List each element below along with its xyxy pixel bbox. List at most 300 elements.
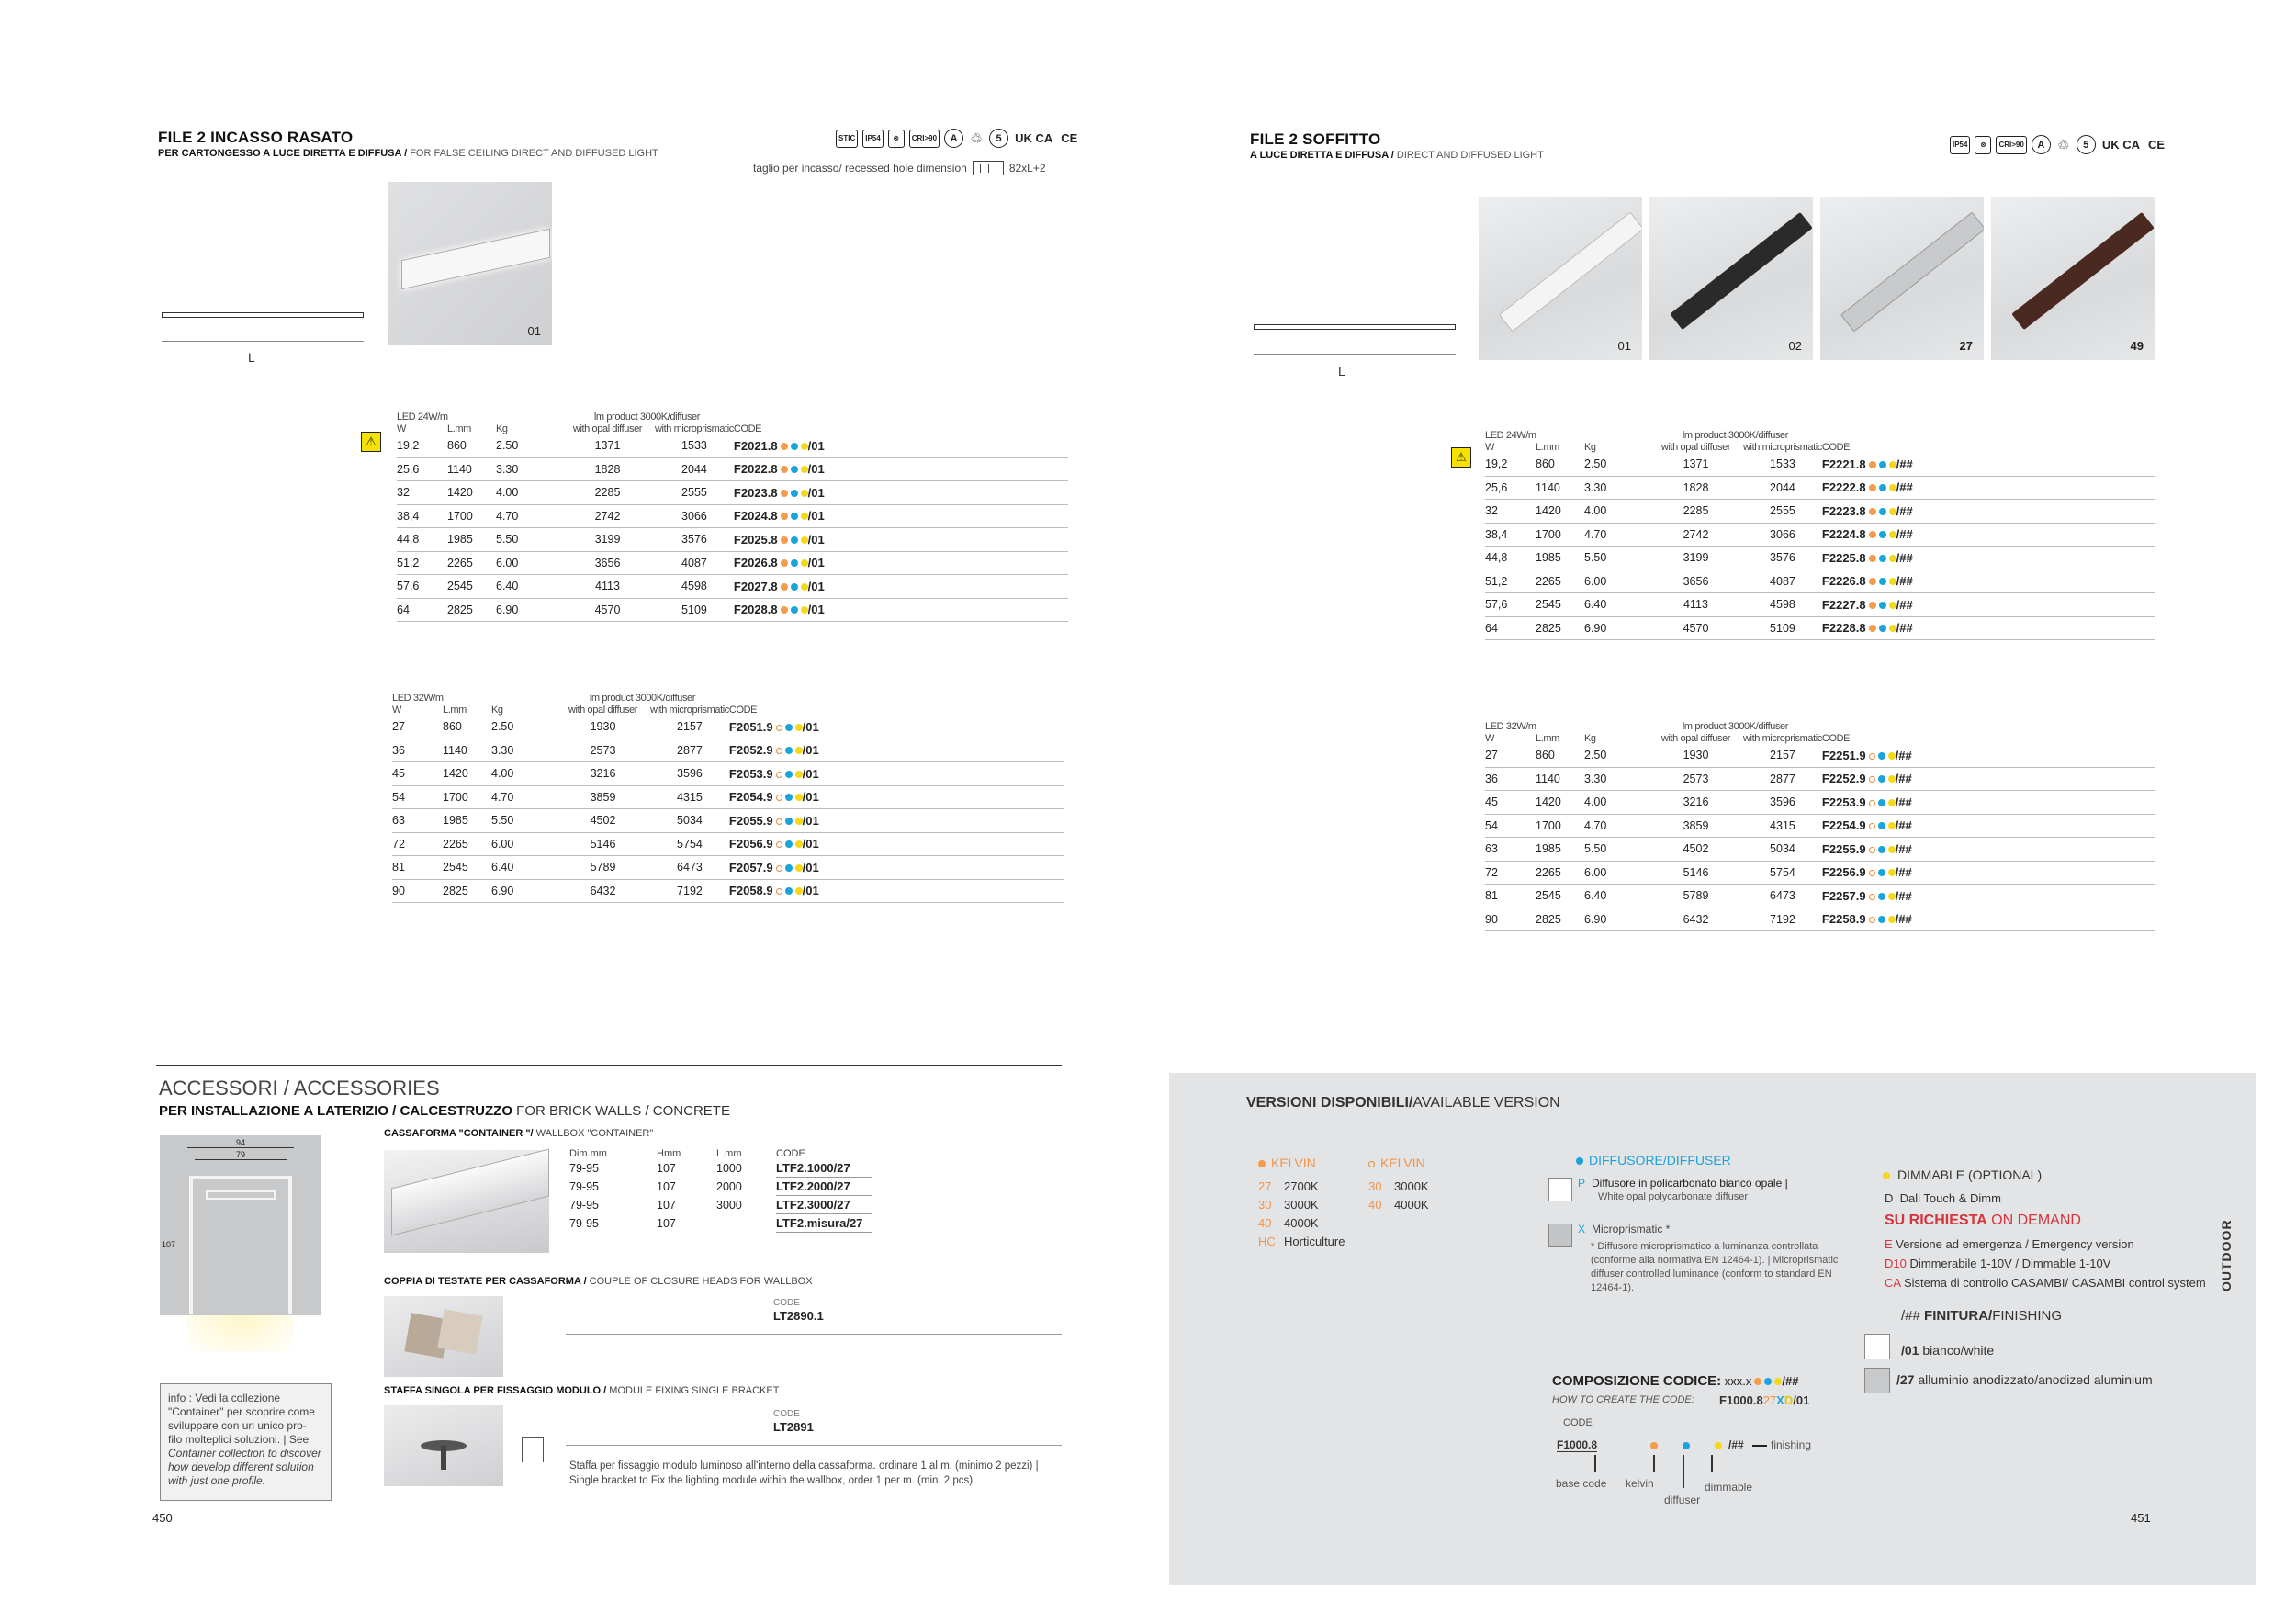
dimmable-dot [1888,893,1896,900]
warning-icon-right: ⚠ [1451,447,1471,468]
cell-opal: 1930 [556,716,650,739]
kelvin-dot [776,795,782,801]
code-header: CODE [1821,442,1851,453]
cell-kg: 4.00 [1584,500,1649,524]
cell-l: 2825 [1536,908,1584,931]
dimmable-dot [795,818,803,825]
table-row [1485,500,2155,524]
cell-micro: 2555 [1743,500,1822,524]
finish-white: /01 bianco/white [1901,1343,1995,1358]
cell-micro: 6473 [650,856,729,880]
finish-suffix: /01 [802,884,819,898]
photo-number-01: 01 [1617,339,1631,353]
wallbox-header-2: L.mm [716,1148,742,1159]
bracket-pin [441,1446,446,1470]
cell-l: 1700 [1536,814,1584,838]
dimmable-dot [1888,822,1896,829]
wallbox-section-drawing [160,1135,321,1352]
versions-panel [1169,1073,2256,1585]
how-to-create: HOW TO CREATE THE CODE: [1552,1394,1694,1405]
product-code [729,832,1064,856]
product-code [1822,791,2155,815]
cell-micro: 4598 [655,575,734,599]
cell-kg: 6.40 [1584,885,1649,908]
dimmable-dot [1889,461,1896,468]
diffuser-dot [785,747,793,754]
kelvin-dot [1869,625,1876,632]
cell-w: 36 [1485,767,1536,791]
cell-l: 2545 [1536,593,1584,617]
diffuser-x-note [1591,1240,1838,1295]
kelvin-dot [781,536,788,544]
kelvin-dot [1869,531,1876,538]
on-demand-label: Sistema di controllo CASAMBI/ CASAMBI control system [1903,1276,2206,1290]
kelvin-code: 27 [1258,1179,1272,1193]
right-certifications [1950,135,2167,154]
cell-l: 1700 [447,504,496,528]
cell-micro: 3576 [655,528,734,552]
code-value: F2022.8 [733,462,778,477]
left-lamp-drawing [162,312,364,318]
finish-suffix: /## [1896,597,1913,612]
cell-kg: 6.00 [496,551,560,575]
x-note-line: diffuser controlled luminance (conform to standard EN [1591,1269,1832,1280]
cell-kg: 4.70 [491,785,556,809]
on-demand-code: D10 [1885,1257,1907,1270]
photo-number-49: 49 [2130,339,2144,353]
cell-w: 32 [1485,500,1536,524]
bracket-photo [384,1405,503,1486]
bracket-code-label: CODE [773,1409,800,1419]
cell-w: 54 [392,785,443,809]
wallbox-table [569,1146,872,1233]
code-value: F2254.9 [1821,818,1866,833]
cell-micro: 4315 [1743,814,1822,838]
diagram-code: F1000.8 [1557,1438,1598,1451]
finish-suffix: /01 [807,532,825,547]
kelvin-label: 3000K [1284,1198,1319,1212]
bracket-note-2: Single bracket to Fix the lighting module within the wallbox, order 1 per m. (min. 2 pcs) [569,1475,974,1486]
cell-kg: 6.90 [1584,616,1649,640]
lamp-black-image [1670,212,1812,330]
code-value: F2021.8 [733,438,778,453]
finish-suffix: /01 [802,860,819,874]
product-code [1822,767,2155,791]
cell-micro: 5109 [1743,616,1822,640]
kelvin-dot [781,606,788,614]
right-cert-icon-3: A [2032,135,2051,154]
cell-l: 1420 [443,762,491,786]
led-power-header: LED 32W/m [392,693,444,704]
finish-white-swatch [1864,1334,1890,1359]
dimmable-dot [1889,625,1896,632]
cell-kg: 5.50 [1584,838,1649,862]
info-line: sviluppare con un unico pro- [168,1419,307,1432]
diffuser-dot [1878,893,1885,900]
cell-micro: 4598 [1743,593,1822,617]
cell-opal: 4502 [1649,838,1743,862]
cell-micro: 5754 [650,832,729,856]
cell-l: 1420 [1536,500,1584,524]
code-value: F2227.8 [1821,597,1866,612]
dimmable-dot [1888,846,1896,853]
kelvin-dot [1869,870,1875,876]
right-page-subtitle: A LUCE DIRETTA E DIFFUSA / DIRECT AND DIFFUSED LIGHT [1250,150,1544,161]
wallbox-cell-code: LTF2.2000/27 [776,1178,872,1196]
diagram-dimmable: dimmable [1705,1481,1753,1494]
cell-opal: 2573 [1649,767,1743,791]
bracket-drawing [522,1437,544,1462]
code-value: F2257.9 [1821,888,1866,903]
cell-w: 51,2 [397,551,447,575]
right-cert-icon-7: CE [2148,138,2166,152]
code-value: F2058.9 [728,884,773,898]
cell-w: 51,2 [1485,570,1536,593]
cell-opal: 1930 [1649,744,1743,767]
cell-opal: 2285 [560,481,655,505]
table-row [397,551,1068,575]
diffuser-title: DIFFUSORE/DIFFUSER [1576,1153,1731,1167]
cell-micro: 7192 [1743,908,1822,931]
diffuser-dot [1879,555,1886,562]
hole-icon [973,161,1004,175]
wallbox-cell-l: 2000 [716,1179,742,1193]
cell-w: 72 [392,832,443,856]
cell-w: 44,8 [397,528,447,552]
diffuser-dot [791,466,798,473]
cell-l: 1700 [443,785,491,809]
cell-w: 64 [397,598,447,622]
right-dimension-line [1254,354,1456,355]
dimmable-dot [1888,799,1896,806]
cell-opal: 2573 [556,739,650,762]
cell-micro: 3066 [655,504,734,528]
length-header: L.mm [1536,442,1559,453]
left-page-subtitle: PER CARTONGESSO A LUCE DIRETTA E DIFFUSA / FOR FALSE CEILING DIRECT AND DIFFUSED LIGHT [158,148,658,159]
code-value: F2025.8 [733,532,778,547]
wallbox-cell-l: 3000 [716,1198,742,1212]
product-code [729,856,1064,880]
cell-l: 2545 [443,856,491,880]
diffuser-dot [785,794,793,801]
x-note-line: * Diffusore microprismatico a luminanza controllata [1591,1241,1818,1252]
dimmable-dot [795,747,803,754]
left-cert-icon-1: IP54 [862,130,883,148]
code-value: F2228.8 [1821,621,1866,636]
kelvin-dot [781,513,788,520]
finish-suffix: /01 [802,766,819,781]
diffuser-x-code: X [1578,1223,1586,1235]
cell-l: 1985 [443,809,491,833]
lamp-white-image [1499,212,1642,333]
cell-kg: 5.50 [491,809,556,833]
cell-kg: 6.00 [491,832,556,856]
product-code [734,598,1068,622]
kelvin-code: 30 [1258,1198,1272,1212]
wallbox-image [391,1149,549,1236]
wallbox-cell-h: 107 [657,1216,676,1230]
code-value: F2051.9 [728,719,773,734]
info-box [160,1383,332,1501]
cell-kg: 2.50 [1584,744,1649,767]
wallbox-cell-dim: 79-95 [569,1161,599,1175]
diffuser-dot [1878,822,1885,829]
diffuser-dot [791,513,798,520]
diagram-kelvin: kelvin [1626,1477,1654,1490]
spec-table-32w-right [1485,720,2155,931]
wallbox-heading: CASSAFORMA "CONTAINER "/ WALLBOX "CONTAINER" [384,1128,654,1139]
cell-l: 2825 [443,879,491,903]
finish-suffix: /## [1895,912,1912,927]
kelvin-a-title: KELVIN [1258,1156,1316,1170]
cell-opal: 6432 [1649,908,1743,931]
diffuser-x-label: Microprismatic * [1592,1223,1671,1235]
diagram-finishing: finishing [1771,1438,1812,1451]
kelvin-dot [781,490,788,497]
cell-opal: 3199 [560,528,655,552]
cell-w: 44,8 [1485,547,1536,570]
cell-w: 27 [392,716,443,739]
table-row [397,457,1068,481]
kelvin-code: HC [1258,1235,1276,1248]
diffuser-dot [1878,799,1885,806]
wallbox-header-0: Dim.mm [569,1148,607,1159]
product-code [1822,814,2155,838]
lm-group-header: lm product 3000K/diffuser [589,693,696,704]
product-code [734,481,1068,505]
product-code [1822,861,2155,885]
product-code [729,809,1064,833]
cell-kg: 5.50 [1584,547,1649,570]
page-number-left: 450 [152,1511,173,1525]
product-code [1822,616,2155,640]
code-value: F2226.8 [1821,574,1866,589]
finish-suffix: /## [1896,457,1913,471]
cell-micro: 1533 [655,434,734,457]
wallbox-cell-h: 107 [657,1198,676,1212]
kelvin-dot [1869,602,1876,609]
diffuser-dot [1879,602,1886,609]
finish-suffix: /01 [802,813,819,828]
cell-micro: 4315 [650,785,729,809]
table-row [397,575,1068,599]
finish-suffix: /01 [802,743,819,758]
cell-kg: 6.00 [1584,570,1649,593]
opal-header: with opal diffuser [1660,442,1731,453]
table-row [1485,547,2155,570]
kelvin-label: 2700K [1284,1179,1319,1193]
finish-suffix: /01 [807,438,825,453]
kelvin-b-title: KELVIN [1368,1156,1425,1170]
dim-side: 107 [162,1240,176,1249]
cell-opal: 1828 [1649,476,1743,500]
diffuser-p-label: Diffusore in policarbonato bianco opale | [1592,1177,1788,1190]
finish-suffix: /## [1896,527,1913,542]
w-header: W [1485,442,1494,453]
micro-header: with microprismatic [1743,733,1822,744]
kelvin-dot [1869,461,1876,468]
wallbox-cell-code: LTF2.3000/27 [776,1196,872,1214]
dimmable-dot [795,887,803,895]
cell-w: 45 [392,762,443,786]
cell-opal: 3199 [1649,547,1743,570]
cell-l: 1140 [447,457,496,481]
kelvin-dot [1869,776,1875,783]
page-number-right: 451 [2131,1511,2151,1525]
code-header: CODE [1821,733,1851,744]
bracket-code: LT2891 [773,1420,814,1434]
photo-number-02: 02 [1788,339,1802,353]
weight-header: Kg [496,423,508,434]
dim-inner: 79 [195,1150,287,1160]
dimmable-dot [795,771,803,778]
cell-w: 63 [1485,838,1536,862]
dimmable-dot [1888,775,1896,783]
table-row [397,504,1068,528]
table-row [1485,885,2155,908]
lamp-aluminium-image [1840,212,1984,333]
diffuser-dot [785,840,793,848]
diffuser-dot [785,724,793,731]
diagram-dash [1752,1445,1767,1447]
code-value: F2028.8 [733,603,778,617]
table-row [392,879,1064,903]
cell-kg: 6.90 [496,598,560,622]
diffuser-dot [785,887,793,895]
cell-micro: 2157 [1743,744,1822,767]
on-demand-title: SU RICHIESTA ON DEMAND [1885,1212,2081,1228]
finish-suffix: /## [1895,748,1912,762]
cell-w: 45 [1485,791,1536,815]
diagram-dots [1648,1438,1722,1454]
accessories-title: ACCESSORI / ACCESSORIES [159,1077,440,1100]
product-code [734,551,1068,575]
cell-opal: 1371 [1649,453,1743,476]
product-code [734,575,1068,599]
micro-header: with microprismatic [1743,442,1822,453]
code-value: F2251.9 [1821,748,1866,762]
cell-kg: 4.70 [1584,814,1649,838]
finish-suffix: /## [1895,841,1912,856]
wallbox-cell-h: 107 [657,1161,676,1175]
diffuser-dot [1879,508,1886,515]
finish-suffix: /01 [802,719,819,734]
finish-suffix: /01 [807,485,825,500]
cell-l: 2545 [1536,885,1584,908]
product-photo-white [1479,197,1642,360]
cell-kg: 6.40 [496,575,560,599]
finish-suffix: /## [1895,888,1912,903]
table-row [1485,476,2155,500]
cell-l: 860 [443,716,491,739]
composition-code: COMPOSIZIONE CODICE: xxx.x /## [1552,1373,1799,1389]
photo-number-27: 27 [1959,339,1973,353]
cell-l: 1700 [1536,523,1584,547]
cell-kg: 6.40 [491,856,556,880]
kelvin-a-list [1258,1178,1345,1251]
product-code [1822,453,2155,476]
dimmable-dot [795,724,803,731]
diagram-tick-dimmable [1711,1455,1713,1472]
cell-kg: 4.00 [1584,791,1649,815]
kelvin-dot [781,583,788,591]
kelvin-option [1368,1178,1429,1196]
cell-w: 25,6 [397,457,447,481]
bracket-heading: STAFFA SINGOLA PER FISSAGGIO MODULO / MODULE FIXING SINGLE BRACKET [384,1385,780,1396]
code-value: F2056.9 [728,837,773,851]
code-value: F2258.9 [1821,912,1866,927]
cell-micro: 3066 [1743,523,1822,547]
kelvin-dot [1869,753,1875,760]
product-code [729,785,1064,809]
diffuser-p-en: White opal polycarbonate diffuser [1598,1191,1749,1202]
finish-suffix: /01 [807,603,825,617]
product-code [1822,547,2155,570]
cell-opal: 4113 [1649,593,1743,617]
right-page-title: FILE 2 SOFFITTO [1250,130,1381,148]
x-note-line: (conforme alla normativa EN 12464-1). | Microprismatic [1591,1255,1839,1266]
left-cert-icon-7: UK CA [1015,131,1053,145]
wallbox-cell-code: LTF2.misura/27 [776,1214,872,1233]
dimmable-dot [1889,578,1896,585]
dimmable-dot [801,443,808,450]
dimmable-dot [1888,916,1896,923]
dimmable-dot [1889,484,1896,491]
diffuser-dot [785,771,793,778]
wallbox-header-1: Hmm [657,1148,681,1159]
code-value: F2052.9 [728,743,773,758]
diffuser-dot [791,443,798,450]
cell-opal: 5146 [1649,861,1743,885]
code-value: F2223.8 [1821,503,1866,518]
bracket-rule [566,1445,1062,1446]
kelvin-label: Horticulture [1284,1235,1345,1248]
finish-suffix: /## [1895,772,1912,786]
code-value: F2027.8 [733,579,778,593]
cell-w: 25,6 [1485,476,1536,500]
kelvin-dot [776,888,782,895]
length-header: L.mm [1536,733,1559,744]
kelvin-label: 4000K [1284,1216,1319,1230]
diffuser-dot [791,583,798,591]
lm-group-header: lm product 3000K/diffuser [1682,721,1789,732]
closure-head-image-2 [437,1309,482,1354]
finish-suffix: /01 [802,790,819,805]
code-value: F2252.9 [1821,772,1866,786]
left-cert-icon-0: STIC [836,130,858,148]
info-line: how develop different solution [168,1460,314,1473]
left-cert-icon-6: 5 [989,129,1008,148]
cell-l: 860 [1536,744,1584,767]
cell-w: 90 [1485,908,1536,931]
table-row [1485,616,2155,640]
cell-opal: 4570 [1649,616,1743,640]
warning-icon: ⚠ [361,432,381,452]
table-row [569,1178,872,1196]
cell-kg: 2.50 [491,716,556,739]
cell-micro: 2157 [650,716,729,739]
diagram-diffuser: diffuser [1664,1494,1701,1506]
product-photo-black [1649,197,1813,360]
kelvin-option [1258,1214,1345,1233]
wallbox-cell-h: 107 [657,1179,676,1193]
cell-l: 2265 [447,551,496,575]
cell-l: 860 [447,434,496,457]
diffuser-dot [1879,484,1886,491]
finish-suffix: /## [1896,621,1913,636]
accessories-divider [156,1065,1062,1066]
cell-micro: 3596 [650,762,729,786]
